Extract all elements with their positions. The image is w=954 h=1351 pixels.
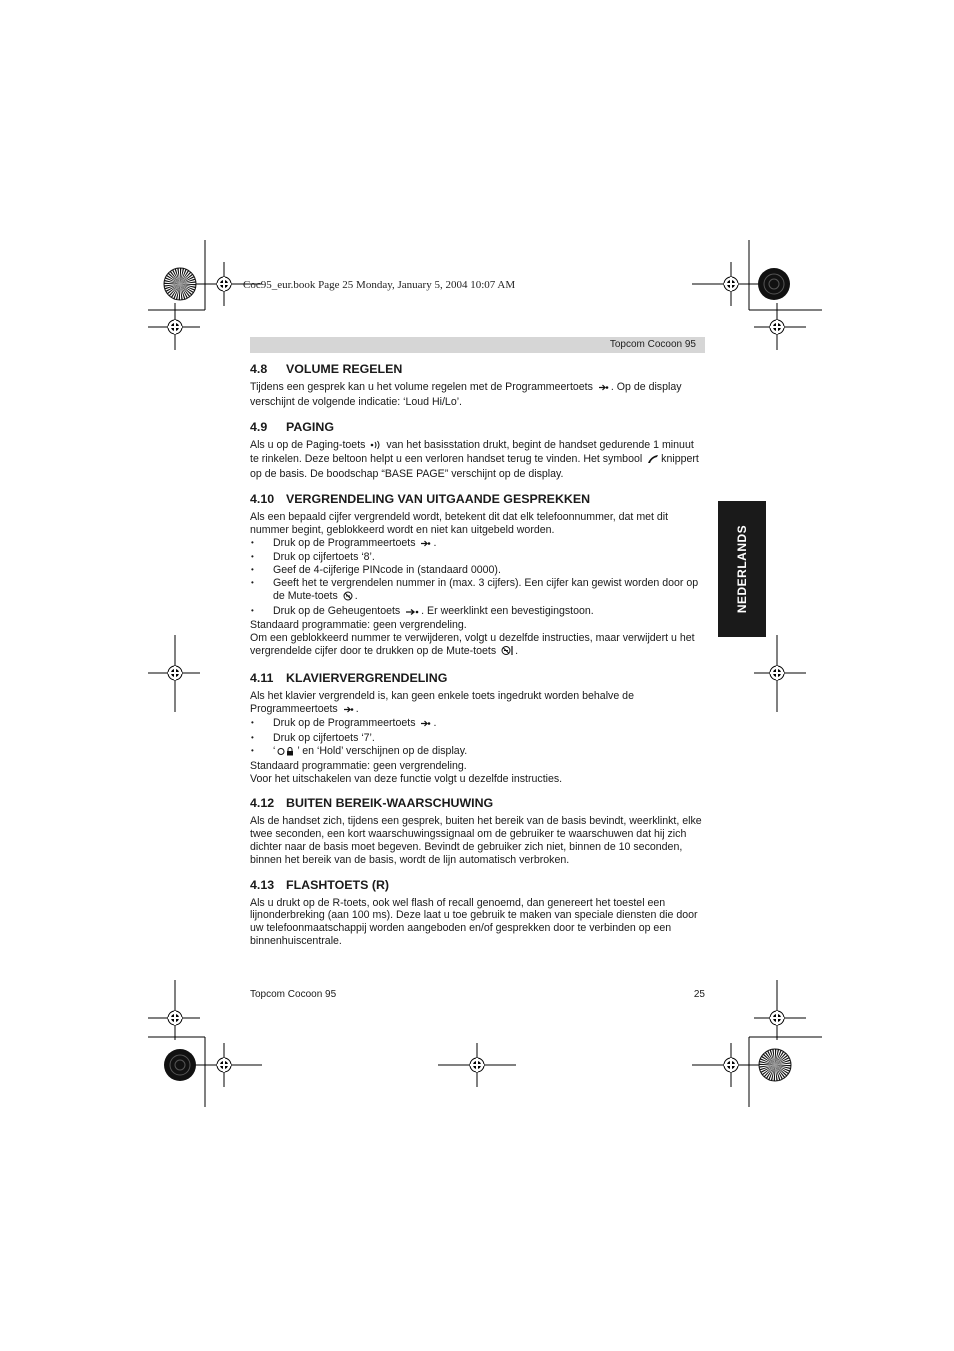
text: Tijdens een gesprek kan u het volume regelen met de Programmeertoets [250,381,593,393]
paragraph: Standaard programmatie: geen vergrendeling. [250,619,467,632]
section-number: 4.11 [250,670,274,685]
list-item: • Druk op cijfertoets ‘8’. [250,551,705,564]
paragraph: Voor het uitschakelen van deze functie volgt u dezelfde instructies. [250,772,563,785]
paragraph [250,381,705,409]
section-number: 4.12 [250,796,275,811]
language-tab-label: NEDERLANDS [735,524,749,614]
text: ’ en ‘Hold’ verschijnen op de display. [297,744,468,757]
text: . Er weerklinkt een bevestigingstoon. [421,604,594,617]
list-item [250,577,705,605]
text: Als u op de Paging-toets [250,438,366,451]
section-out-of-range [250,796,705,866]
list-item [250,605,705,620]
paragraph [250,690,705,718]
text: van het basisstation drukt, begint de handset gedurende 1 minuut te rinkelen. Deze beltoon helpt u een verloren handset terug te vinden. Het symbool [250,438,694,466]
section-title: VOLUME REGELEN [286,362,403,376]
text: knippert op de basis. De boodschap “BASE PAGE” verschijnt op de display. [250,453,699,481]
section-number: 4.9 [250,419,268,434]
section-number: 4.10 [250,491,275,506]
section-title: KLAVIERVERGRENDELING [286,670,448,685]
section-heading [250,796,705,810]
section-heading [250,362,705,376]
program-key-icon [420,719,431,732]
text: . [354,589,358,602]
paragraph: Als u drukt op de R-toets, ook wel flash of recall genoemd, dan genereert het toestel een lijnonderbreking (aan 100 ms). Deze laat u toe gebruik te maken van speciale diensten die door uw telefoonmaatschappij worden aangeboden en/of gesprekken door te verbinden op een binnenhuiscentrale. [250,896,698,947]
section-title: FLASHTOETS (R) [286,877,390,892]
program-key-icon [598,383,609,396]
section-title: PAGING [286,419,334,434]
text: Geeft het te vergrendelen nummer in (max. 3 cijfers). Een cijfer kan gewist worden door op de Mute-toets [273,576,699,602]
paragraph [250,632,705,660]
section-volume [250,362,705,409]
section-outgoing-call-lock [250,492,705,660]
paragraph: Als een bepaald cijfer vergrendeld wordt, betekent dit dat elk telefoonnummer, dat met dit nummer begint, geblokkeerd wordt en niet kan uitgebeld worden. [250,510,669,536]
section-number: 4.13 [250,877,275,892]
section-title: VERGRENDELING VAN UITGAANDE GESPREKKEN [286,491,591,506]
section-heading [250,671,705,685]
keylock-icon [277,747,295,760]
running-head-title: Topcom Cocoon 95 [609,339,696,350]
text: . [433,536,437,549]
page-content [250,362,705,959]
phone-handset-icon [647,454,659,468]
list-item [250,745,705,760]
section-heading [250,878,705,892]
list-item [250,717,705,732]
list-item: • Druk op cijfertoets ‘7’. [250,732,705,745]
list-item [250,537,705,552]
text: Druk op de Programmeertoets [273,536,416,549]
paragraph: Standaard programmatie: geen vergrendeling. [250,759,467,772]
language-tab [718,501,766,637]
program-key-icon [343,705,354,718]
section-flash-key [250,878,705,948]
paging-key-icon [370,440,381,454]
section-paging [250,420,705,481]
crop-header: Coc95_eur.book Page 25 Monday, January 5, 2004 10:07 AM [243,279,516,291]
paragraph [250,439,705,481]
section-number: 4.8 [250,362,268,376]
page-number: 25 [693,989,705,1000]
memory-key-icon [405,607,419,620]
section-keypad-lock [250,671,705,786]
text: . [355,702,359,715]
section-heading [250,492,705,506]
text: Druk op de Programmeertoets [273,717,416,730]
list-item: • Geef de 4-cijferige PINcode in (standaard 0000). [250,564,705,577]
section-heading [250,420,705,434]
text: Om een geblokkeerd nummer te verwijderen, volgt u dezelfde instructies, maar verwijdert u het vergrendelde cijfer door te drukken op de Mute-toets [250,632,695,657]
text: . [515,644,519,657]
section-title: BUITEN BEREIK-WAARSCHUWING [286,796,494,811]
text: . Op de display verschijnt de volgende indicatie: ‘Loud Hi/Lo’. [250,381,682,408]
paragraph: Als de handset zich, tijdens een gesprek, buiten het bereik van de basis bevindt, weerklinkt, elke twee seconden, een kort waarschuwingssignaal om de gebruiker te waarschuwen dat hij zich dichter naar de basis moet begeven. Bevindt de gebruiker zich niet, binnen de 10 seconden, binnen het bereik van de basis, wordt de lijn automatisch verbroken. [250,815,702,866]
program-key-icon [420,539,431,552]
text: . [433,717,437,730]
text: ‘ [273,744,276,757]
text: Als het klavier vergrendeld is, kan geen enkele toets ingedrukt worden behalve de Programmeertoets [250,689,634,715]
mute-key-icon [343,591,353,605]
text: Druk op de Geheugentoets [273,604,401,617]
footer-title: Topcom Cocoon 95 [250,989,337,1000]
mute-key-icon [501,645,513,660]
running-head [250,337,705,353]
